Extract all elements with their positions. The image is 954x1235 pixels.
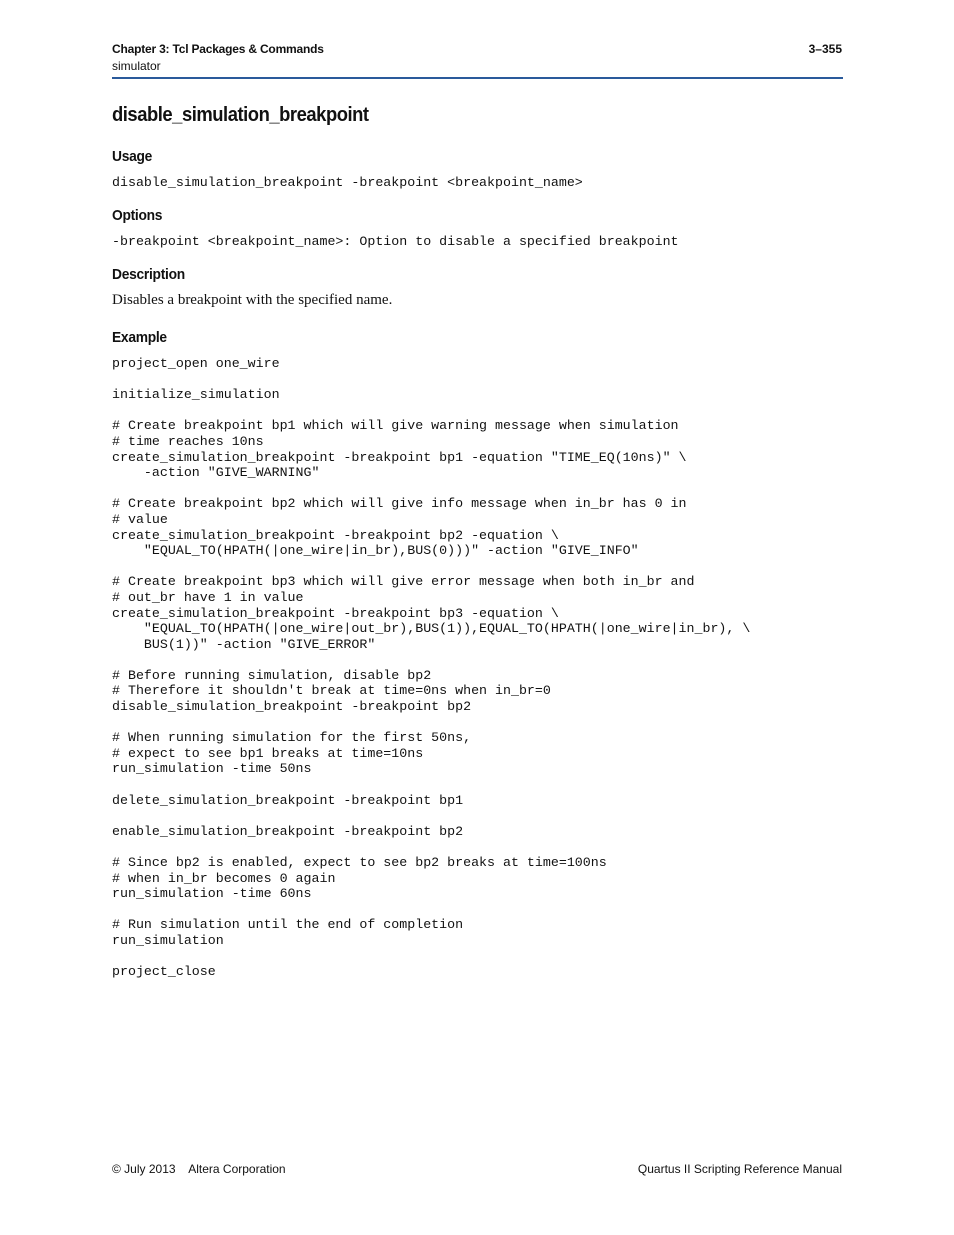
description-heading: Description	[112, 266, 185, 283]
page-title: disable_simulation_breakpoint	[112, 104, 369, 126]
chapter-title: Chapter 3: Tcl Packages & Commands	[112, 42, 324, 56]
description-text: Disables a breakpoint with the specified name.	[112, 292, 393, 308]
section-name: simulator	[112, 59, 161, 73]
page-number: 3–355	[808, 42, 842, 56]
options-code: -breakpoint <breakpoint_name>: Option to disable a specified breakpoint	[112, 234, 679, 249]
example-heading: Example	[112, 329, 167, 346]
footer-copyright: © July 2013 Altera Corporation	[112, 1162, 286, 1176]
usage-code: disable_simulation_breakpoint -breakpoint <breakpoint_name>	[112, 175, 583, 190]
footer-manual-title: Quartus II Scripting Reference Manual	[637, 1162, 842, 1176]
usage-heading: Usage	[112, 148, 153, 165]
options-heading: Options	[112, 207, 163, 224]
example-code: project_open one_wire initialize_simulation # Create breakpoint bp1 which will give warning message when simulation # time reaches 10ns create_simulation_breakpoint -breakpoint bp1 -equation "TIME_EQ(10ns)" \ -action "GIVE_WARNING" # Create breakpoint bp2 which will give info message when in_br has 0 in # value create_simulation_breakpoint -breakpoint bp2 -equation \ "EQUAL_TO(HPATH(|one_wire|in_br),BUS(0)))" -action "GIVE_INFO" # Create breakpoint bp3 which will give error message when both in_br and # out_br have 1 in value create_simulation_breakpoint -breakpoint bp3 -equation \ "EQUAL_TO(HPATH(|one_wire|out_br),BUS(1)),EQUAL_TO(HPATH(|one_wire|in_br), \ BUS(1))" -action "GIVE_ERROR" # Before running simulation, disable bp2 # Therefore it shouldn't break at time=0ns when in_br=0 disable_simulation_breakpoint -breakpoint bp2 # When running simulation for the first 50ns, # expect to see bp1 breaks at time=10ns run_simulation -time 50ns delete_simulation_breakpoint -breakpoint bp1 enable_simulation_breakpoint -breakpoint bp2 # Since bp2 is enabled, expect to see bp2 breaks at time=100ns # when in_br becomes 0 again run_simulation -time 60ns # Run simulation until the end of completion run_simulation project_close	[112, 356, 751, 980]
header-rule	[112, 77, 843, 79]
